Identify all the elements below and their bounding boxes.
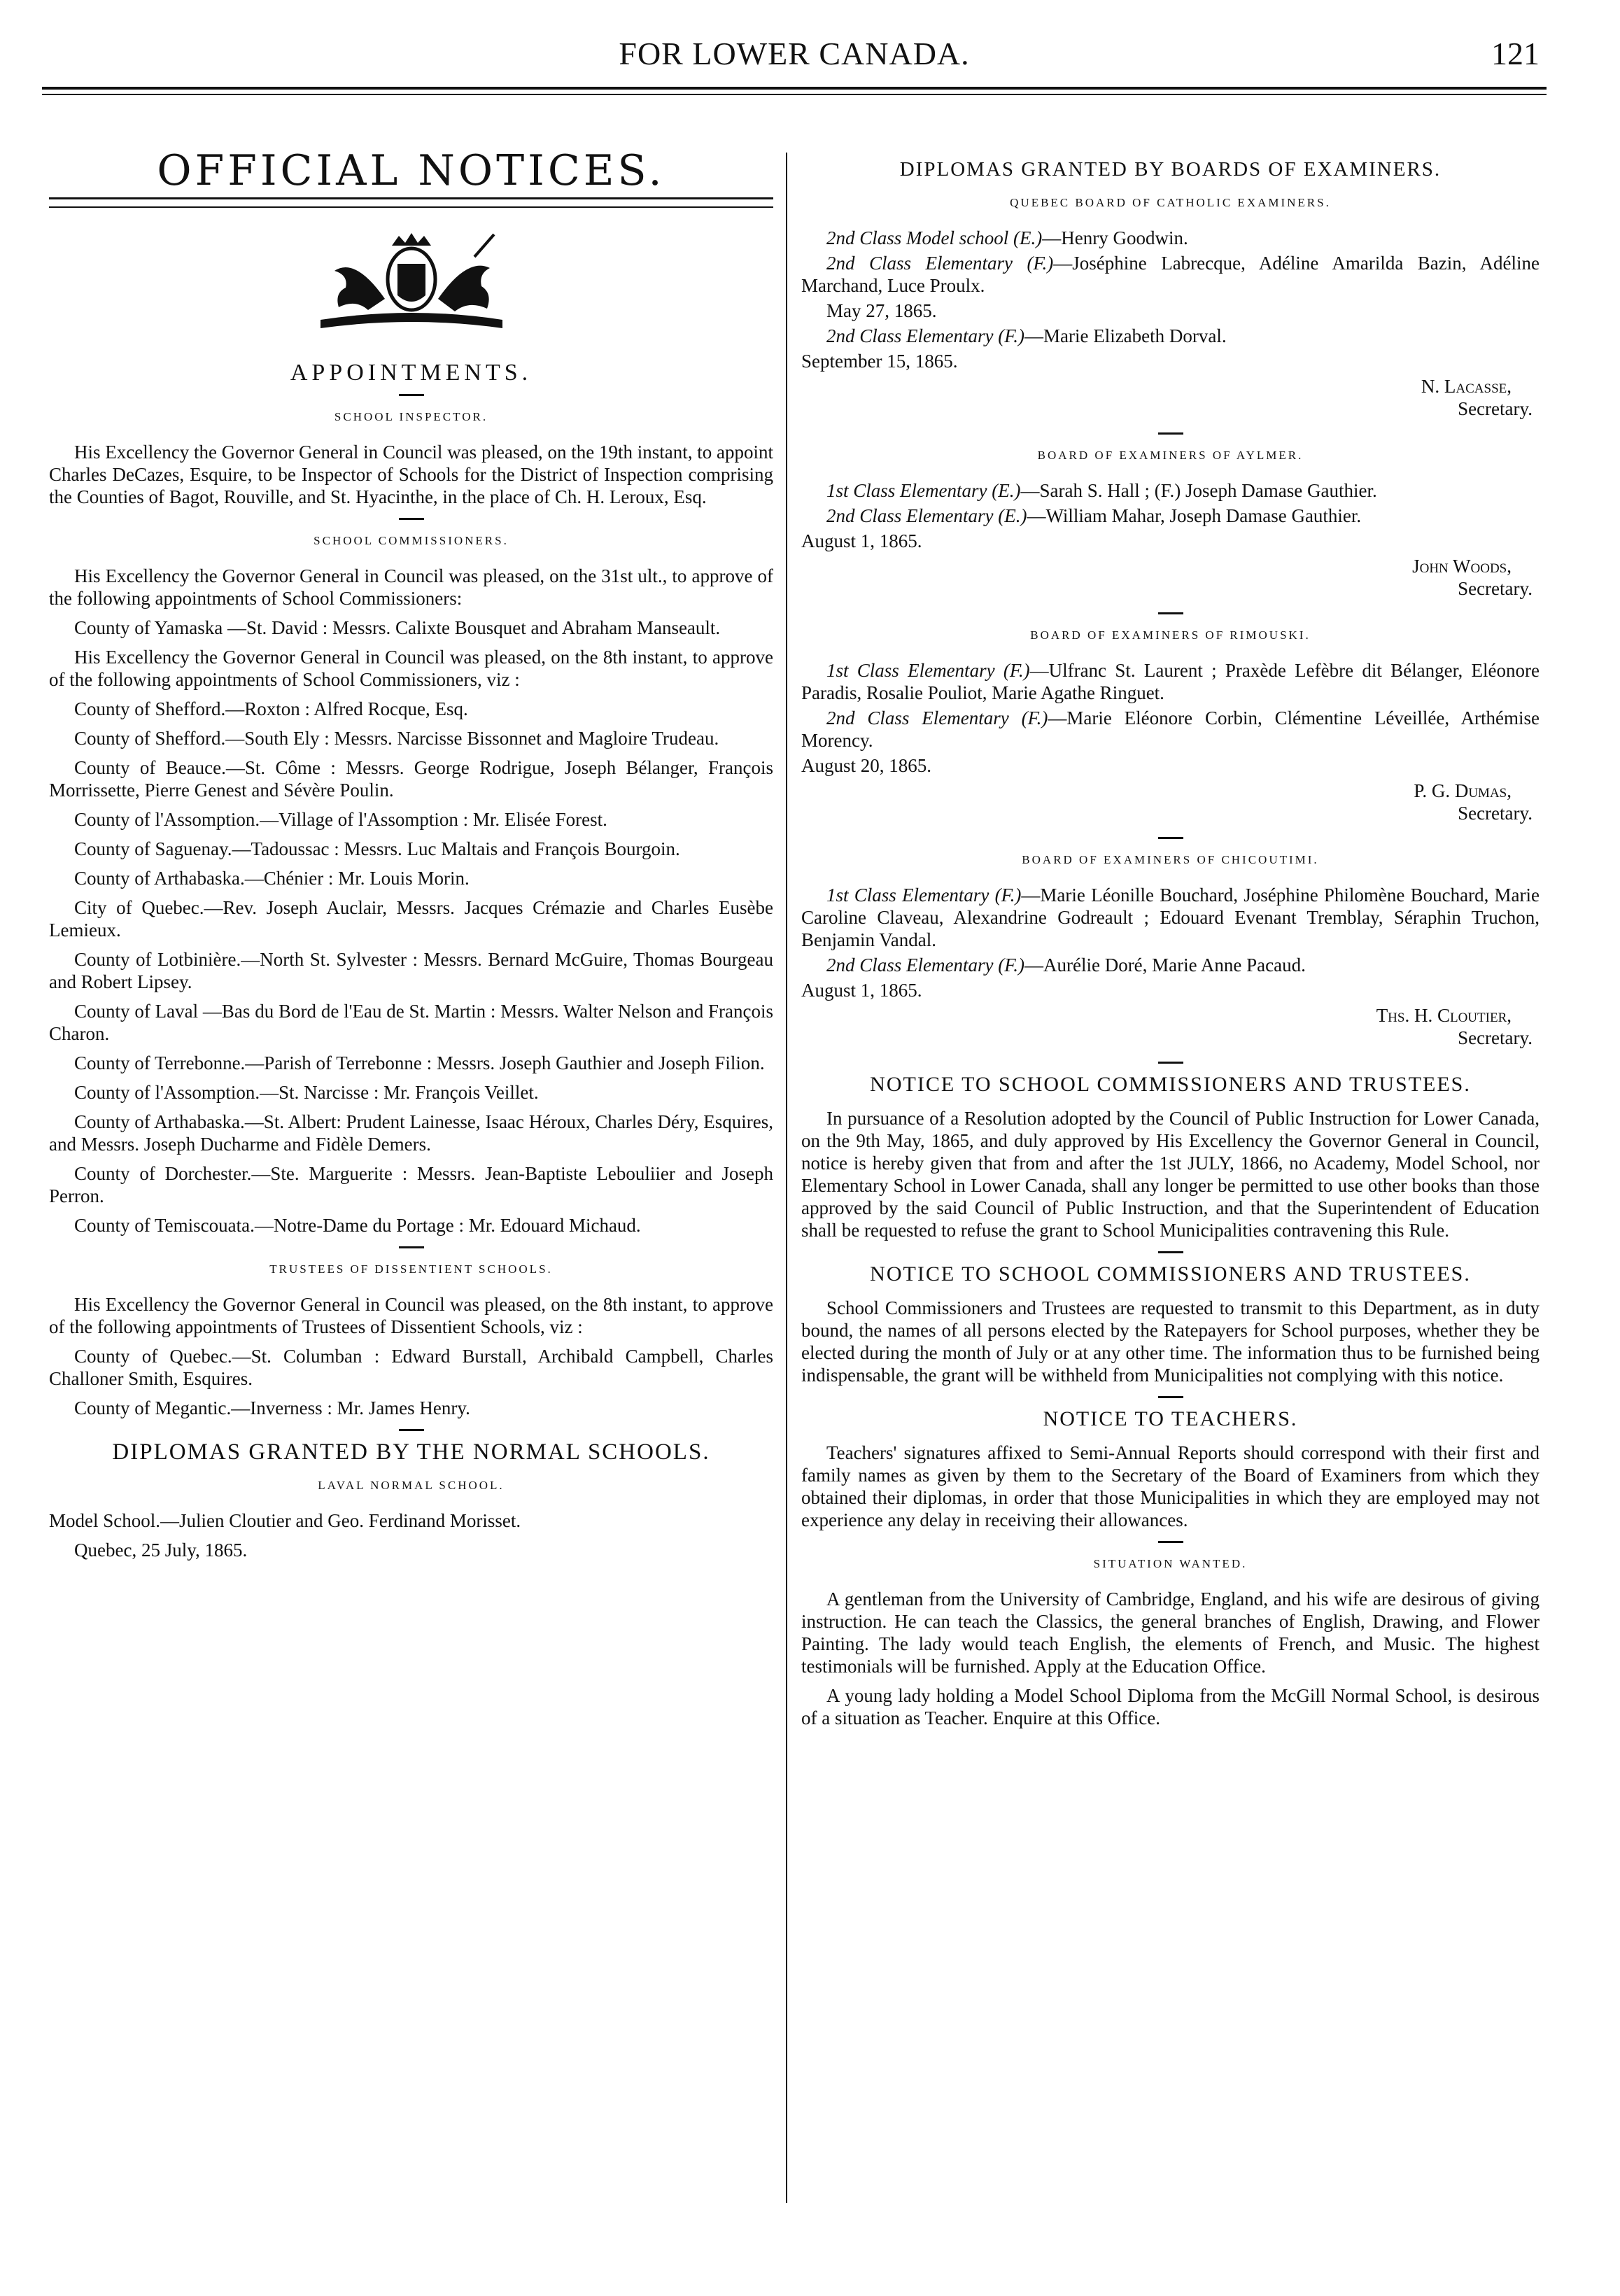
page-number: 121	[1491, 36, 1540, 71]
commissioners-paragraph: County of Terrebonne.—Parish of Terrebonne : Messrs. Joseph Gauthier and Joseph Filion.	[74, 1052, 765, 1073]
diploma-class: 2nd Class Elementary (F.)	[826, 707, 1048, 728]
board-heading: BOARD OF EXAMINERS OF RIMOUSKI.	[1030, 628, 1311, 642]
diploma-entry	[801, 300, 1540, 322]
board-signatory-role: Secretary.	[1458, 398, 1533, 419]
board-signatory: P. G. Dumas,	[1414, 780, 1512, 801]
newspaper-page	[42, 28, 1547, 2267]
laval-normal-school-heading: LAVAL NORMAL SCHOOL.	[318, 1479, 505, 1492]
divider-dash	[399, 1246, 424, 1248]
school-inspector-text: His Excellency the Governor General in Council was pleased, on the 19th instant, to appoint Charles DeCazes, Esquire, to be Inspector of Schools for the District of Inspection comprising the Counties of Bagot, Rouville, and St. Hyacinthe, in the place of Ch. H. Leroux, Esq.	[49, 442, 773, 507]
diploma-class: 1st Class Elementary (E.)	[826, 480, 1021, 501]
commissioners-paragraph: County of Lotbinière.—North St. Sylvester : Messrs. Bernard McGuire, Thomas Bourgeau and Robert Lipsey.	[49, 949, 773, 992]
commissioners-paragraph: County of Arthabaska.—St. Albert: Prudent Lainesse, Isaac Héroux, Charles Déry, Esquires, and Messrs. Joseph Ducharme and Fidèle Demers.	[49, 1111, 773, 1155]
board-signatory-role: Secretary.	[1458, 803, 1533, 824]
situation-wanted-paragraph: A young lady holding a Model School Diploma from the McGill Normal School, is desirous of a situation as Teacher. Enquire at this Office.	[801, 1685, 1540, 1728]
diploma-entry	[801, 707, 1540, 752]
notice-teachers-heading: NOTICE TO TEACHERS.	[1043, 1407, 1298, 1430]
diploma-names: —Sarah S. Hall ; (F.) Joseph Damase Gauthier.	[1020, 480, 1377, 501]
board-signatory-role: Secretary.	[1458, 1027, 1533, 1048]
diploma-entry	[801, 505, 1540, 527]
notice-teachers-text: Teachers' signatures affixed to Semi-Annual Reports should correspond with their first and family names as given by them to the Secretary of the Board of Examiners from which they obtained their diplomas, in order that those Municipalities in which they are employed may not experience any delay in receiving their allowances.	[801, 1442, 1540, 1530]
board-date: September 15, 1865.	[801, 351, 958, 372]
board-date: August 1, 1865.	[801, 530, 922, 551]
divider-dash	[399, 394, 424, 396]
commissioners-paragraph: County of Shefford.—Roxton : Alfred Rocque, Esq.	[74, 698, 468, 719]
divider-dash	[1158, 1251, 1183, 1253]
masthead-rule	[49, 197, 773, 208]
board-date: August 1, 1865.	[801, 980, 922, 1001]
trustees-paragraph: County of Megantic.—Inverness : Mr. James Henry.	[74, 1397, 470, 1418]
commissioners-paragraph: County of Temiscouata.—Notre-Dame du Portage : Mr. Edouard Michaud.	[74, 1215, 641, 1236]
commissioners-paragraph: His Excellency the Governor General in Council was pleased, on the 31st ult., to approve of the following appointments of School Commissioners:	[49, 565, 773, 609]
appointments-title: APPOINTMENTS.	[290, 360, 533, 386]
diploma-class: 2nd Class Elementary (F.)	[826, 955, 1024, 976]
commissioners-paragraph: City of Quebec.—Rev. Joseph Auclair, Messrs. Jacques Crémazie and Charles Eusèbe Lemieux.	[49, 897, 773, 941]
header-rule-top	[42, 87, 1547, 90]
board-date: August 20, 1865.	[801, 755, 932, 776]
school-commissioners-heading: SCHOOL COMMISSIONERS.	[314, 534, 509, 547]
diploma-names: May 27, 1865.	[826, 300, 937, 321]
divider-dash	[1158, 612, 1183, 614]
divider-dash	[1158, 432, 1183, 435]
commissioners-paragraph: County of Dorchester.—Ste. Marguerite : Messrs. Jean-Baptiste Lebouliier and Joseph Perron.	[49, 1163, 773, 1206]
diploma-class: 2nd Class Model school (E.)	[826, 227, 1043, 248]
royal-coat-of-arms-icon	[307, 229, 516, 341]
commissioners-paragraph: County of Beauce.—St. Côme : Messrs. George Rodrigue, Joseph Bélanger, François Morrissette, Pierre Genest and Sévère Poulin.	[49, 757, 773, 801]
divider-dash	[1158, 1396, 1183, 1398]
normal-school-date: Quebec, 25 July, 1865.	[74, 1540, 248, 1561]
school-inspector-heading: SCHOOL INSPECTOR.	[334, 410, 488, 423]
diploma-class: 2nd Class Elementary (F.)	[826, 253, 1054, 274]
commissioners-paragraph: County of Saguenay.—Tadoussac : Messrs. Luc Maltais and François Bourgoin.	[74, 838, 680, 859]
commissioners-paragraph: County of Arthabaska.—Chénier : Mr. Louis Morin.	[74, 868, 470, 889]
commissioners-paragraph: County of Laval —Bas du Bord de l'Eau de St. Martin : Messrs. Walter Nelson and François Charon.	[49, 1001, 773, 1044]
running-title: FOR LOWER CANADA.	[619, 36, 970, 71]
normal-schools-heading: DIPLOMAS GRANTED BY THE NORMAL SCHOOLS.	[112, 1439, 710, 1465]
diploma-entry	[801, 227, 1540, 249]
normal-school-diplomas: Model School.—Julien Cloutier and Geo. Ferdinand Morisset.	[49, 1510, 521, 1531]
diploma-entry	[801, 659, 1540, 704]
diploma-names: —Aurélie Doré, Marie Anne Pacaud.	[1024, 955, 1306, 976]
trustees-heading: TRUSTEES OF DISSENTIENT SCHOOLS.	[269, 1262, 553, 1276]
column-divider	[786, 153, 787, 2203]
board-heading: BOARD OF EXAMINERS OF AYLMER.	[1037, 449, 1304, 462]
commissioners-paragraph: County of l'Assomption.—Village of l'Assomption : Mr. Elisée Forest.	[74, 809, 607, 830]
divider-dash	[399, 518, 424, 520]
divider-dash	[1158, 837, 1183, 839]
left-column	[49, 153, 773, 2252]
notice-commissioners-text: In pursuance of a Resolution adopted by the Council of Public Instruction for Lower Canada, on the 9th May, 1865, and duly approved by His Excellency the Governor General in Council, notice is hereby given that from and after the 1st JULY, 1866, no Academy, Model School, nor Elementary School in Lower Canada, shall any longer be permitted to use other books than those approved by the said Council of Public Instruction, and that the Superintendent of Education shall be requested to refuse the grant to School Municipalities contravening this Rule.	[801, 1108, 1540, 1241]
masthead: OFFICIAL NOTICES.	[157, 153, 665, 195]
situation-wanted-paragraph: A gentleman from the University of Cambridge, England, and his wife are desirous of giving instruction. He can teach the Classics, the general branches of English, Drawing, and Flower Painting. The lady would teach English, the elements of French, and Music. The highest testimonials will be furnished. Apply at the Education Office.	[801, 1589, 1540, 1677]
diploma-entry	[801, 252, 1540, 297]
trustees-paragraph: His Excellency the Governor General in Council was pleased, on the 8th instant, to approve of the following appointments of Trustees of Dissentient Schools, viz :	[49, 1294, 773, 1337]
diploma-class: 2nd Class Elementary (E.)	[826, 505, 1027, 526]
diploma-class: 1st Class Elementary (F.)	[826, 660, 1030, 681]
boards-diplomas-heading: DIPLOMAS GRANTED BY BOARDS OF EXAMINERS.	[899, 158, 1442, 181]
diploma-entry	[801, 325, 1540, 347]
board-signatory: John Woods,	[1412, 556, 1512, 577]
notice-commissioners-heading: NOTICE TO SCHOOL COMMISSIONERS AND TRUSTEES.	[870, 1073, 1471, 1096]
diploma-names: —William Mahar, Joseph Damase Gauthier.	[1027, 505, 1362, 526]
diploma-names: —Henry Goodwin.	[1042, 227, 1188, 248]
board-heading: BOARD OF EXAMINERS OF CHICOUTIMI.	[1022, 853, 1319, 866]
board-signatory: N. Lacasse,	[1421, 376, 1512, 397]
diploma-names: —Marie Elizabeth Dorval.	[1024, 325, 1227, 346]
header-rule-bottom	[42, 94, 1547, 95]
commissioners-paragraph: His Excellency the Governor General in Council was pleased, on the 8th instant, to approve of the following appointments of School Commissioners, viz :	[49, 647, 773, 690]
situation-wanted-heading: SITUATION WANTED.	[1093, 1557, 1248, 1570]
notice-commissioners-heading-2: NOTICE TO SCHOOL COMMISSIONERS AND TRUSTEES.	[870, 1262, 1471, 1286]
diploma-names: —Marie Eléonore Corbin, Clémentine Léveillée, Arthémise Morency.	[801, 707, 1540, 751]
commissioners-paragraph: County of l'Assomption.—St. Narcisse : Mr. François Veillet.	[74, 1082, 539, 1103]
commissioners-paragraph: County of Shefford.—South Ely : Messrs. Narcisse Bissonnet and Magloire Trudeau.	[74, 728, 719, 749]
notice-commissioners-text-2: School Commissioners and Trustees are requested to transmit to this Department, as in duty bound, the names of all persons elected by the Ratepayers for School purposes, whether they be elected during the month of July or at any other time. The information thus to be furnished being indispensable, the grant will be withheld from Municipalities not complying with this notice.	[801, 1297, 1540, 1386]
divider-dash	[399, 1429, 424, 1431]
diploma-entry	[801, 884, 1540, 951]
diploma-names: —Marie Léonille Bouchard, Joséphine Philomène Bouchard, Marie Caroline Claveau, Alexandrine Godreault ; Edouard Evenant Tremblay, Séraphin Truchon, Benjamin Vandal.	[801, 885, 1540, 950]
divider-dash	[1158, 1541, 1183, 1543]
board-signatory-role: Secretary.	[1458, 578, 1533, 599]
commissioners-paragraph: County of Yamaska —St. David : Messrs. Calixte Bousquet and Abraham Manseault.	[74, 617, 721, 638]
diploma-class: 1st Class Elementary (F.)	[826, 885, 1022, 906]
diploma-entry	[801, 954, 1540, 976]
divider-dash	[1158, 1062, 1183, 1064]
trustees-paragraph: County of Quebec.—St. Columban : Edward Burstall, Archibald Campbell, Charles Challoner Smith, Esquires.	[49, 1346, 773, 1389]
right-column	[801, 153, 1540, 2252]
diploma-names: —Ulfranc St. Laurent ; Praxède Lefèbre dit Bélanger, Eléonore Paradis, Rosalie Pouliot, Marie Agathe Ringuet.	[801, 660, 1540, 703]
board-signatory: Ths. H. Cloutier,	[1376, 1005, 1512, 1026]
diploma-entry	[801, 479, 1540, 502]
page-header	[42, 28, 1547, 84]
diploma-class: 2nd Class Elementary (F.)	[826, 325, 1024, 346]
board-heading: QUEBEC BOARD OF CATHOLIC EXAMINERS.	[1010, 196, 1331, 209]
diploma-names: —Joséphine Labrecque, Adéline Amarilda Bazin, Adéline Marchand, Luce Proulx.	[801, 253, 1540, 296]
